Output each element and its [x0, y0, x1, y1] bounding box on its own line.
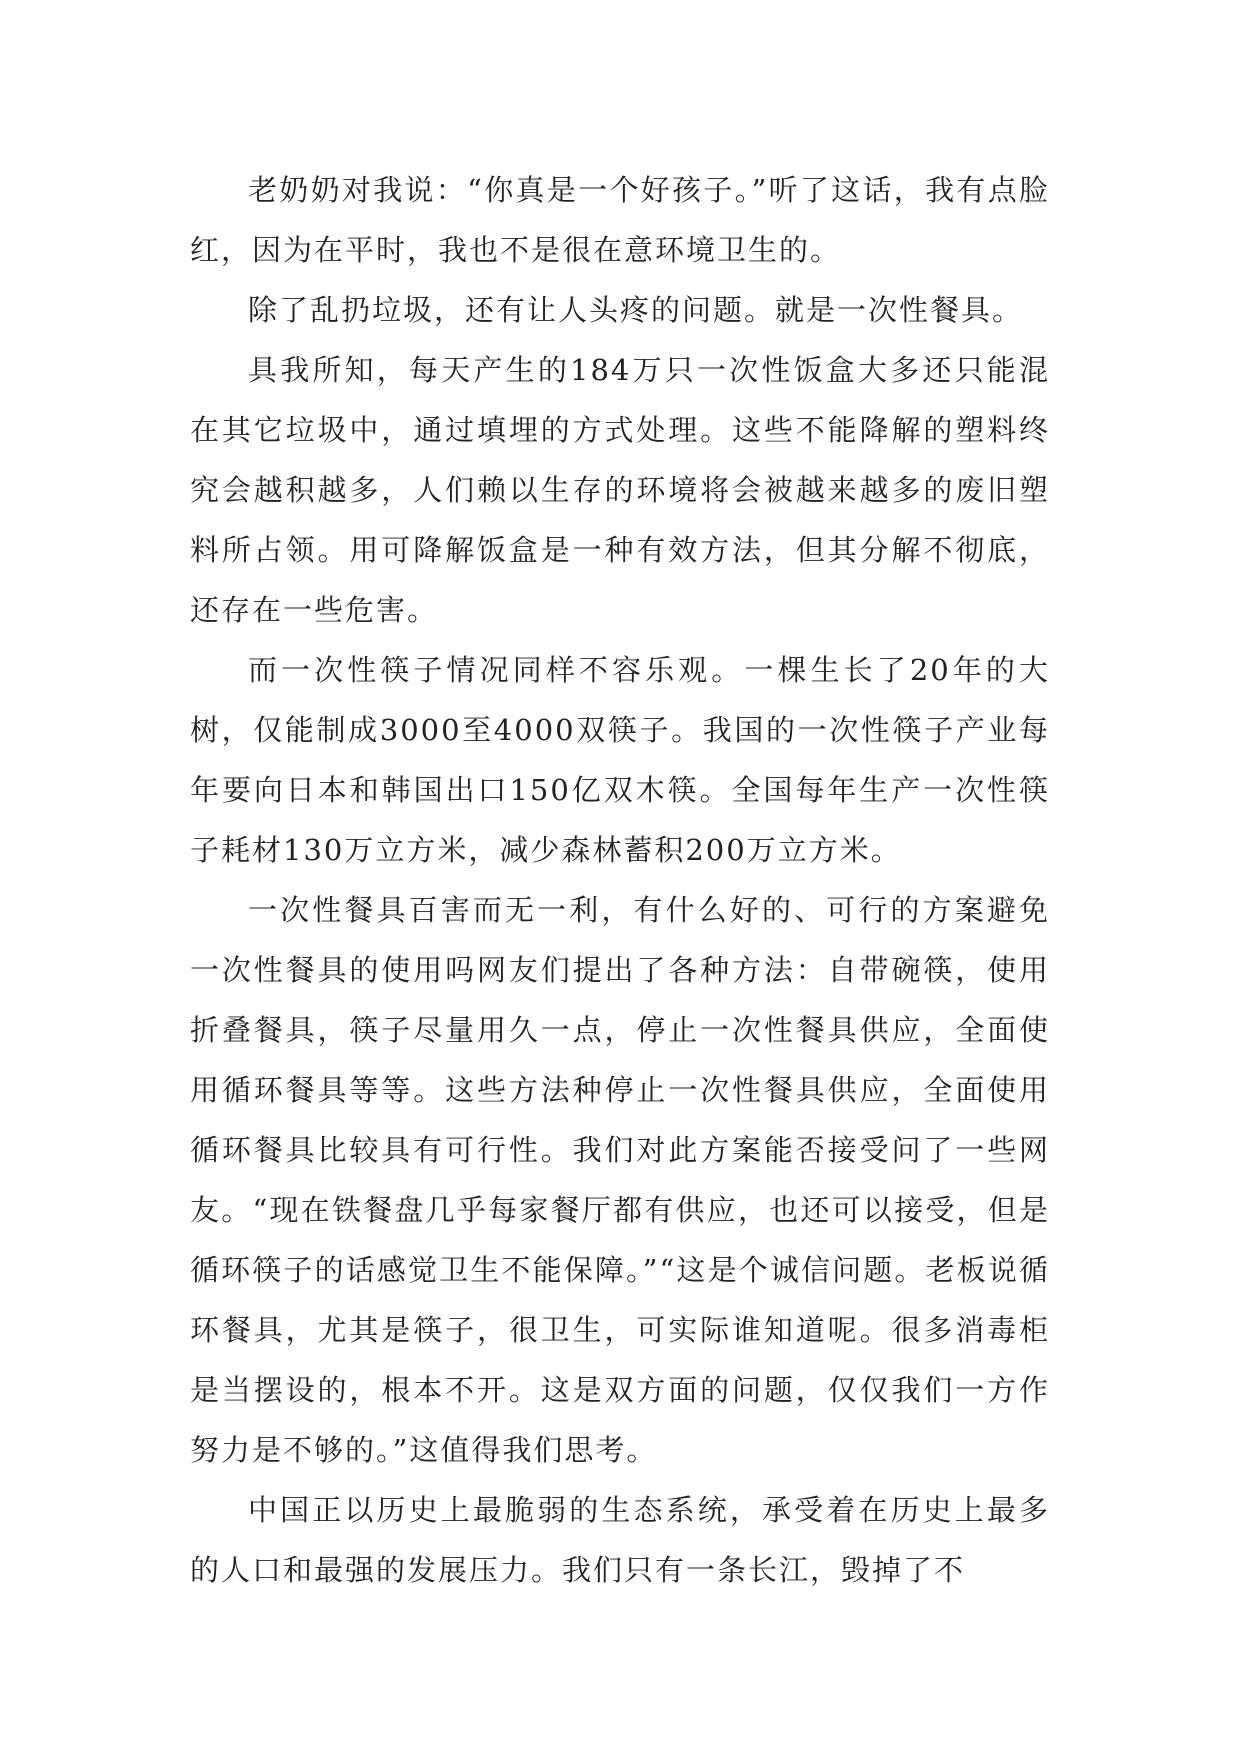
paragraph: 具我所知，每天产生的184万只一次性饭盒大多还只能混在其它垃圾中，通过填埋的方式处理。这些不能降解的塑料终究会越积越多，人们赖以生存的环境将会被越来越多的废旧塑料所占领。用可降解饭盒是一种有效方法，但其分解不彻底，还存在一些危害。	[190, 353, 1050, 627]
paragraph: 老奶奶对我说：“你真是一个好孩子。”听了这话，我有点脸红，因为在平时，我也不是很在意环境卫生的。	[190, 173, 1050, 267]
paragraph: 除了乱扔垃圾，还有让人头疼的问题。就是一次性餐具。	[248, 293, 1024, 327]
paragraph: 中国正以历史上最脆弱的生态系统，承受着在历史上最多的人口和最强的发展压力。我们只有一条长江，毁掉了不	[190, 1493, 1050, 1587]
paragraph: 一次性餐具百害而无一利，有什么好的、可行的方案避免一次性餐具的使用吗网友们提出了各种方法：自带碗筷，使用折叠餐具，筷子尽量用久一点，停止一次性餐具供应，全面使用循环餐具等等。这些方法种停止一次性餐具供应，全面使用循环餐具比较具有可行性。我们对此方案能否接受问了一些网友。“现在铁餐盘几乎每家餐厅都有供应，也还可以接受，但是循环筷子的话感觉卫生不能保障。”“这是个诚信问题。老板说循环餐具，尤其是筷子，很卫生，可实际谁知道呢。很多消毒柜是当摆设的，根本不开。这是双方面的问题，仅仅我们一方作努力是不够的。”这值得我们思考。	[190, 893, 1050, 1467]
document-body	[190, 160, 1050, 1600]
paragraph: 而一次性筷子情况同样不容乐观。一棵生长了20年的大树，仅能制成3000至4000双筷子。我国的一次性筷子产业每年要向日本和韩国出口150亿双木筷。全国每年生产一次性筷子耗材130万立方米，减少森林蓄积200万立方米。	[190, 653, 1050, 867]
